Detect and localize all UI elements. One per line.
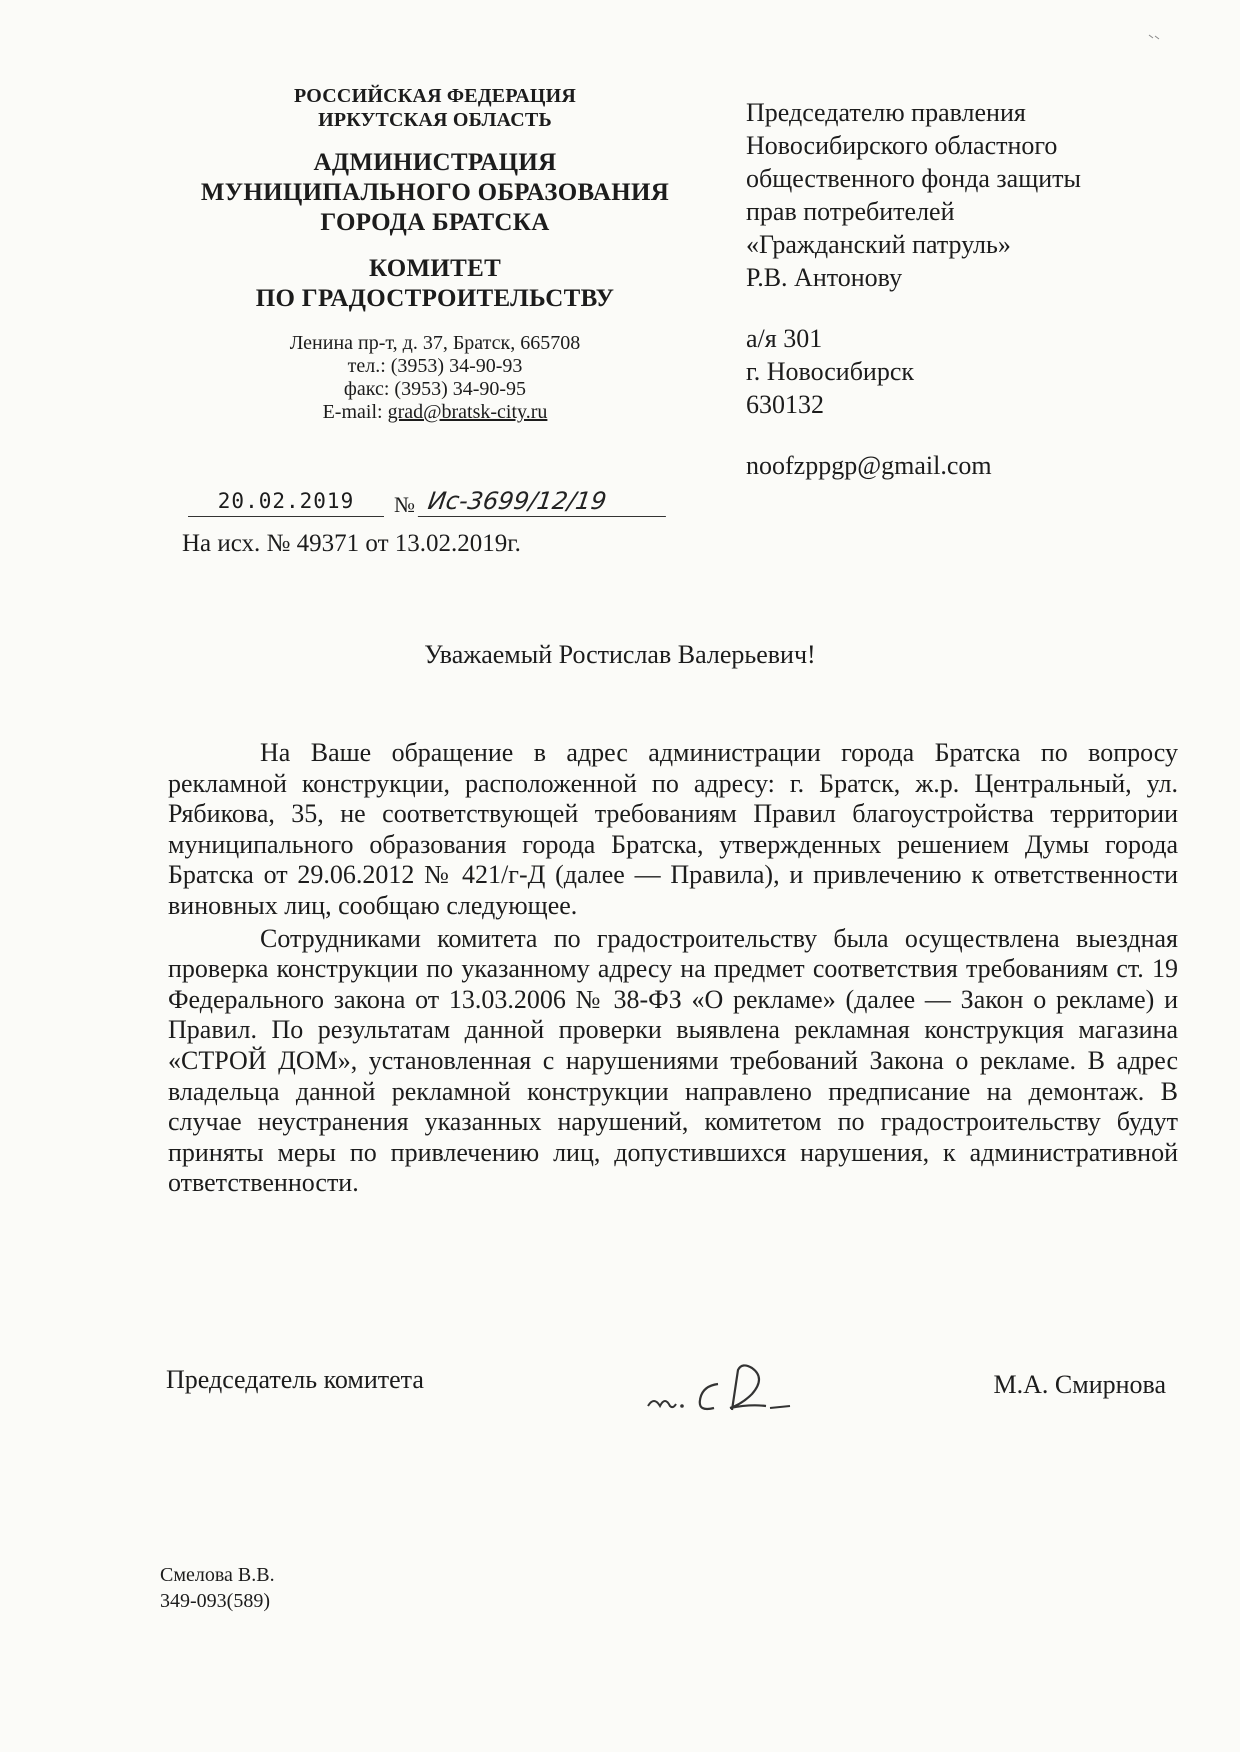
addressee-po-box: а/я 301: [746, 324, 823, 353]
letter-body: [168, 738, 1178, 1199]
email-label: E-mail:: [322, 401, 388, 423]
outgoing-number-handwritten: Ис-3699/12/19: [418, 486, 670, 517]
addressee-line-1: Председателю правления: [746, 98, 1026, 127]
greeting: Уважаемый Ростислав Валерьевич!: [424, 640, 816, 669]
addressee-line-5: «Гражданский патруль»: [746, 230, 1011, 259]
registration-row: [188, 486, 668, 520]
signatory-name: М.А. Смирнова: [993, 1370, 1166, 1399]
admin-line-1: АДМИНИСТРАЦИЯ: [313, 149, 557, 176]
scan-speck: [1148, 34, 1160, 40]
committee-line-1: КОМИТЕТ: [368, 255, 502, 282]
addressee-postcode: 630132: [746, 390, 824, 419]
addressee-spacer: [746, 421, 1216, 449]
outgoing-date-stamp: 20.02.2019: [188, 486, 384, 517]
handwritten-signature: [640, 1354, 830, 1424]
letterhead-administration: [150, 148, 720, 238]
addressee-line-2: Новосибирского областного: [746, 131, 1058, 160]
signatory-title: Председатель комитета: [166, 1365, 424, 1394]
executor-name: Смелова В.В.: [160, 1564, 275, 1586]
sender-address: Ленина пр-т, д. 37, Братск, 665708: [289, 332, 581, 354]
admin-line-3: ГОРОДА БРАТСКА: [320, 209, 550, 236]
addressee-line-3: общественного фонда защиты: [746, 164, 1081, 193]
region-line: ИРКУТСКАЯ ОБЛАСТЬ: [318, 109, 552, 131]
admin-line-2: МУНИЦИПАЛЬНОГО ОБРАЗОВАНИЯ: [200, 179, 670, 206]
sender-fax: факс: (3953) 34-90-95: [343, 378, 527, 400]
letterhead-country: [150, 84, 720, 132]
addressee-spacer: [746, 294, 1216, 322]
letterhead: [150, 84, 720, 424]
body-paragraph-1: На Ваше обращение в адрес администрации города Братска по вопросу рекламной конструкции, расположенной по адресу: г. Братск, ж.р. Центральный, ул. Рябикова, 35, не соответствующей требованиям Правил благоустройства территории муниципального образования города Братска, утвержденных решением Думы города Братска от 29.06.2012 № 421/г-Д (далее — Правила), и привлечению к ответственности виновных лиц, сообщаю следующее.: [168, 738, 1178, 920]
body-paragraph-2: Сотрудниками комитета по градостроительству была осуществлена выездная проверка конструкции по указанному адресу на предмет соответствия требованиям ст. 19 Федерального закона от 13.03.2006 № 38-ФЗ «О рекламе» (далее — Закон о рекламе) и Правил. По результатам данной проверки выявлена рекламная конструкция магазина «СТРОЙ ДОМ», установленная с нарушениями требований Закона о рекламе. В адрес владельца данной рекламной конструкции направлено предписание на демонтаж. В случае неустранения указанных нарушений, комитетом по градостроительству будут приняты меры по привлечению лиц, допустившихся нарушения, к административной ответственности.: [168, 923, 1178, 1198]
committee-line-2: ПО ГРАДОСТРОИТЕЛЬСТВУ: [255, 285, 615, 312]
addressee-email[interactable]: noofzppgp@gmail.com: [746, 451, 992, 480]
number-sign: №: [394, 492, 415, 517]
executor-block: [160, 1562, 275, 1614]
addressee-city: г. Новосибирск: [746, 357, 915, 386]
addressee-name: Р.В. Антонову: [746, 263, 903, 292]
sender-email-row: [150, 401, 720, 424]
letterhead-committee: [150, 254, 720, 314]
sender-email-link[interactable]: grad@bratsk-city.ru: [387, 401, 548, 423]
reference-line: На исх. № 49371 от 13.02.2019г.: [182, 530, 521, 557]
addressee-line-4: прав потребителей: [746, 197, 955, 226]
country-line: РОССИЙСКАЯ ФЕДЕРАЦИЯ: [293, 85, 576, 107]
letterhead-contacts: [150, 332, 720, 424]
sender-phone: тел.: (3953) 34-90-93: [347, 355, 523, 377]
addressee-block: [746, 96, 1216, 482]
executor-phone: 349-093(589): [160, 1590, 270, 1612]
